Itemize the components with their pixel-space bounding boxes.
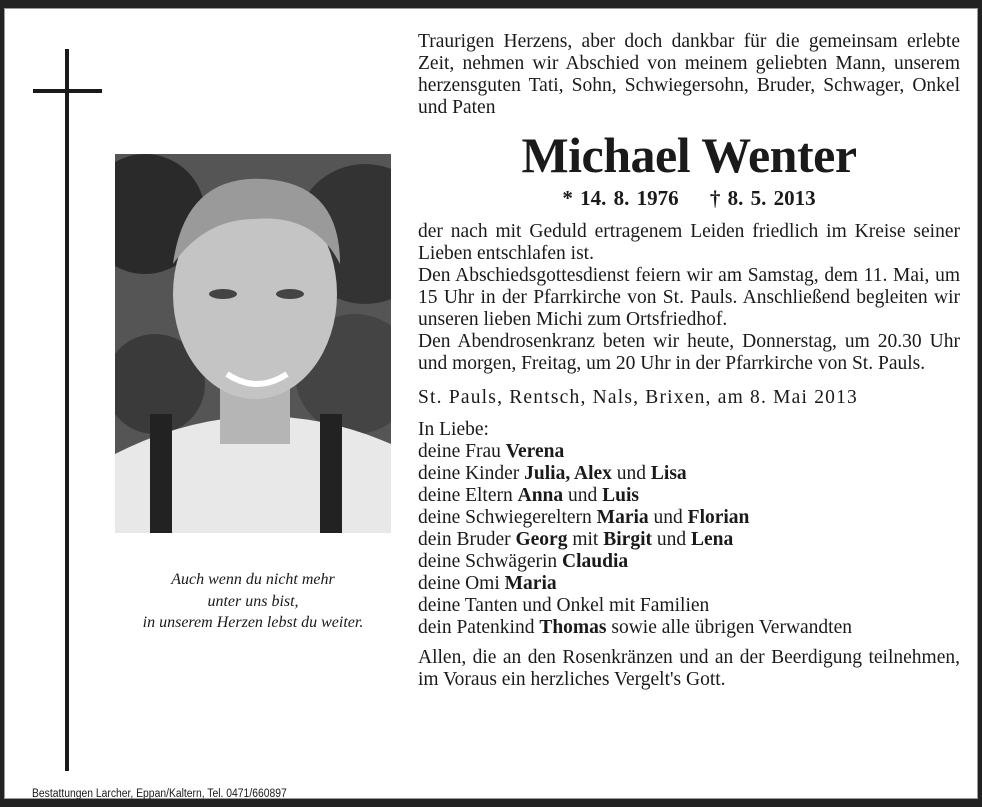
family-member-line [418, 507, 960, 529]
family-relation: dein Bruder [418, 529, 516, 550]
family-member-name: Birgit [603, 529, 652, 550]
family-member-name: Lena [690, 529, 734, 550]
family-relation: deine Eltern [418, 485, 518, 506]
family-relation: und [648, 507, 688, 528]
quote-line: Auch wenn du nicht mehr [171, 571, 335, 588]
family-relation: deine Kinder [418, 463, 525, 484]
family-relation: und [611, 463, 651, 484]
family-relation: mit [567, 529, 604, 550]
family-member-name: Anna [517, 485, 564, 506]
family-relation: und [651, 529, 691, 550]
family-relation: und [563, 485, 603, 506]
family-member-line [418, 485, 960, 507]
family-member-name: Georg [515, 529, 568, 550]
obituary-text [418, 31, 960, 691]
obituary-notice [4, 8, 978, 799]
family-member-name: Florian [687, 507, 750, 528]
family-member-name: Verena [505, 441, 565, 462]
family-member-line [418, 441, 960, 463]
family-member-name: Claudia [562, 551, 629, 572]
family-relation: deine Schwägerin [418, 551, 563, 572]
intro-text: Traurigen Herzens, aber doch dankbar für die gemeinsam erlebte Zeit, nehmen wir Abschied von meinem geliebten Mann, unserem herzensguten Tati, Sohn, Schwiegersohn, Bruder, Schwager, Onkel und Paten [418, 31, 960, 118]
funeral-home-footer: Bestattungen Larcher, Eppan/Kaltern, Tel. 0471/660897 [32, 788, 287, 800]
quote-line: in unserem Herzen lebst du weiter. [142, 614, 364, 631]
family-member-name: Lisa [650, 463, 687, 484]
cross-icon [65, 49, 69, 771]
family-list [418, 419, 960, 639]
family-relation: deine Omi [418, 573, 505, 594]
family-relation: sowie alle übrigen Verwandten [606, 617, 852, 638]
deceased-name: Michael Wenter [521, 127, 857, 183]
family-member-line [418, 573, 960, 595]
family-member-line [418, 551, 960, 573]
memorial-quote [105, 569, 401, 634]
place-date: St. Pauls, Rentsch, Nals, Brixen, am 8. Mai 2013 [418, 387, 858, 408]
family-member-name: Maria [504, 573, 557, 594]
family-member-line [418, 617, 960, 639]
family-member-name: Luis [602, 485, 640, 506]
family-member-name: Julia, Alex [524, 463, 612, 484]
portrait-photo [115, 154, 391, 533]
birth-date: * 14. 8. 1976 [562, 186, 679, 210]
family-member-line [418, 463, 960, 485]
family-relation: deine Schwiegereltern [418, 507, 597, 528]
family-member-line [418, 529, 960, 551]
family-intro: In Liebe: [418, 419, 489, 440]
family-member-name: Thomas [539, 617, 607, 638]
family-relation: dein Patenkind [418, 617, 540, 638]
body-paragraph: Den Abendrosenkranz beten wir heute, Donnerstag, um 20.30 Uhr und morgen, Freitag, um 20 Uhr in der Pfarrkirche von St. Pauls. [418, 331, 960, 374]
family-member-line [418, 595, 960, 617]
cross-icon-bar [33, 89, 102, 93]
quote-line: unter uns bist, [207, 592, 299, 610]
family-relation: deine Frau [418, 441, 506, 462]
body-paragraph: der nach mit Geduld ertragenem Leiden friedlich im Kreise seiner Lieben entschlafen ist. [418, 221, 960, 264]
body-paragraph: Den Abschiedsgottesdienst feiern wir am Samstag, dem 11. Mai, um 15 Uhr in der Pfarrkirche von St. Pauls. Anschließend begleiten wir unseren lieben Michi zum Ortsfriedhof. [418, 265, 960, 330]
life-dates [418, 187, 960, 209]
death-date: † 8. 5. 2013 [709, 186, 816, 210]
closing-text: Allen, die an den Rosenkränzen und an der Beerdigung teilnehmen, im Voraus ein herzliches Vergelt's Gott. [418, 647, 960, 690]
family-member-name: Maria [596, 507, 649, 528]
family-relation: deine Tanten und Onkel mit Familien [418, 595, 710, 616]
